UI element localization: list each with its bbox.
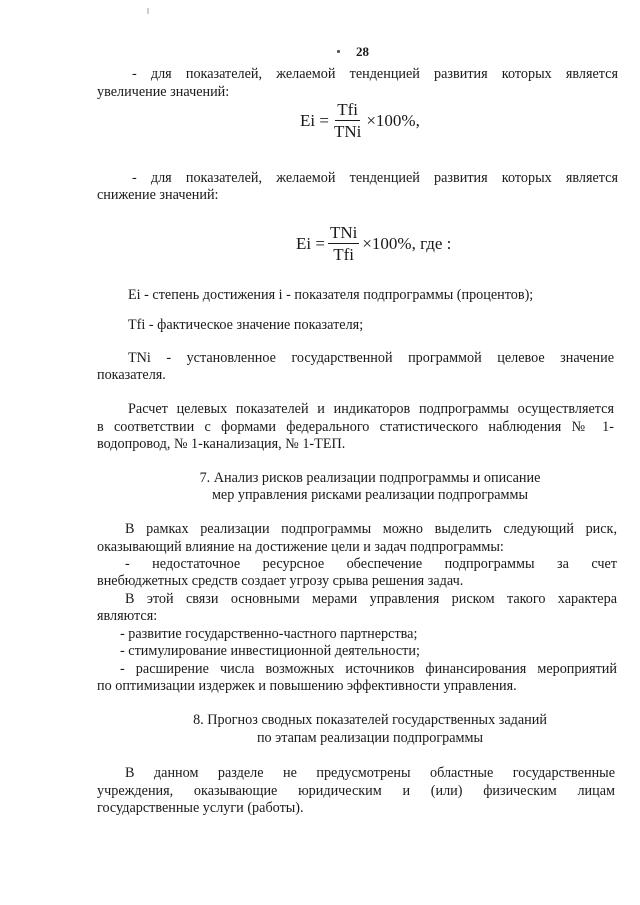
- s7-measure-item3-line1: - расширение числа возможных источников финансирования мероприятий: [120, 661, 617, 677]
- s7-para2-line1: - недостаточное ресурсное обеспечение подпрограммы за счет: [125, 556, 617, 572]
- formula-denominator: TNi: [333, 122, 362, 141]
- scan-mark: [147, 8, 149, 14]
- section8-title-line1: 8. Прогноз сводных показателей государственных заданий: [193, 712, 547, 728]
- bullet-decrease-line2: снижение значений:: [97, 187, 219, 203]
- page-number: 28: [356, 44, 369, 59]
- bullet-decrease-line1: - для показателей, желаемой тенденцией развития которых является: [132, 170, 618, 186]
- s7-measure-item3-line2: по оптимизации издержек и повышению эффективности управления.: [97, 678, 517, 694]
- formula-lhs: Ei =: [300, 110, 329, 130]
- formula-decrease: [296, 223, 451, 264]
- s7-para2-line2: внебюджетных средств создает угрозу срыва решения задач.: [97, 573, 464, 589]
- formula-rhs: ×100%,: [366, 110, 420, 130]
- formula-fraction: [328, 223, 359, 264]
- formula-numerator: TNi: [329, 223, 358, 242]
- s7-para3-line2: являются:: [97, 608, 158, 624]
- formula-increase: [300, 100, 420, 141]
- definition-tni-line2: показателя.: [97, 367, 166, 383]
- s7-measure-item1: - развитие государственно-частного партнерства;: [120, 626, 418, 642]
- bullet-increase-line2: увеличение значений:: [97, 84, 230, 100]
- s8-para-line3: государственные услуги (работы).: [97, 800, 304, 816]
- definition-ei: Ei - степень достижения i - показателя подпрограммы (процентов);: [128, 287, 534, 303]
- bullet-increase-line1: - для показателей, желаемой тенденцией развития которых является: [132, 66, 618, 82]
- calc-line2: в соответствии с формами федерального статистического наблюдения № 1-: [97, 419, 614, 435]
- s8-para-line1: В данном разделе не предусмотрены областные государственные: [125, 765, 615, 781]
- s8-para-line2: учреждения, оказывающие юридическим и (или) физическим лицам: [97, 783, 615, 799]
- s7-para3-line1: В этой связи основными мерами управления риском такого характера: [125, 591, 617, 607]
- s7-para1-line1: В рамках реализации подпрограммы можно выделить следующий риск,: [125, 521, 617, 537]
- scan-dot: [337, 50, 340, 53]
- formula-rhs: ×100%, где :: [362, 233, 452, 253]
- definition-tni-line1: TNi - установленное государственной программой целевое значение: [128, 350, 614, 366]
- section7-title-line1: 7. Анализ рисков реализации подпрограммы и описание: [199, 470, 541, 486]
- s7-para1-line2: оказывающий влияние на достижение цели и задач подпрограммы:: [97, 539, 504, 555]
- formula-denominator: Tfi: [333, 245, 355, 264]
- formula-fraction: [332, 100, 363, 141]
- section7-title-line2: мер управления рисками реализации подпрограммы: [211, 487, 529, 503]
- calc-line3: водопровод, № 1-канализация, № 1-ТЕП.: [97, 436, 346, 452]
- definition-tfi: Tfi - фактическое значение показателя;: [128, 317, 364, 333]
- formula-lhs: Ei =: [296, 233, 325, 253]
- formula-numerator: Tfi: [337, 100, 359, 119]
- calc-line1: Расчет целевых показателей и индикаторов подпрограммы осуществляется: [128, 401, 614, 417]
- section8-title-line2: по этапам реализации подпрограммы: [256, 730, 484, 746]
- s7-measure-item2: - стимулирование инвестиционной деятельности;: [120, 643, 420, 659]
